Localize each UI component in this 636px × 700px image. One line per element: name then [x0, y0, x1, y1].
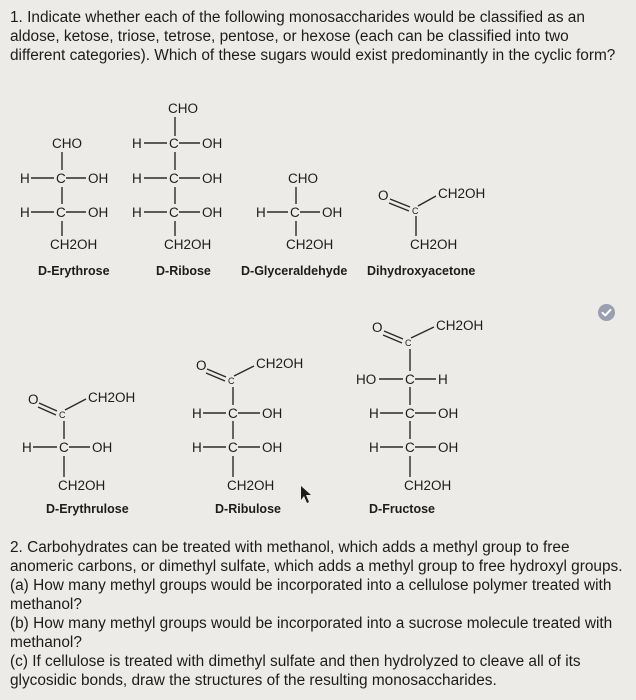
- glyceraldehyde-bottom: CH2OH: [286, 237, 334, 252]
- structure-d-ribose: [132, 101, 222, 278]
- structure-d-ribulose: [192, 356, 311, 516]
- ribulose-c1: C: [228, 406, 238, 421]
- fructose-ho1: HO: [356, 372, 377, 387]
- dha-bottom: CH2OH: [410, 237, 458, 252]
- checkmark-icon: [598, 304, 615, 321]
- ribulose-h1: H: [192, 406, 202, 421]
- ribulose-bottom: CH2OH: [227, 478, 275, 493]
- erythrulose-name: D-Erythrulose: [46, 502, 129, 516]
- ribose-oh2: OH: [202, 171, 223, 186]
- ribulose-oh1: OH: [262, 406, 283, 421]
- erythrose-name: D-Erythrose: [38, 264, 110, 278]
- erythrulose-c: C: [59, 410, 66, 420]
- ribose-h2: H: [132, 171, 142, 186]
- structure-d-fructose: [356, 318, 483, 516]
- ribose-c2: C: [169, 171, 179, 186]
- ribose-name: D-Ribose: [156, 264, 211, 278]
- glyceraldehyde-name: D-Glyceraldehyde: [241, 264, 348, 278]
- ribose-bottom: CH2OH: [164, 237, 212, 252]
- fructose-top: CH2OH: [436, 318, 484, 333]
- erythrulose-h1: H: [22, 440, 32, 455]
- question-2a: (a) How many methyl groups would be incorporated into a cellulose polymer treated with methanol?: [10, 577, 612, 613]
- ribose-c3: C: [169, 205, 179, 220]
- glyceraldehyde-top: CHO: [288, 171, 318, 186]
- dha-name: Dihydroxyacetone: [367, 264, 476, 278]
- dha-c: C: [412, 206, 419, 216]
- ribulose-c2: C: [228, 440, 238, 455]
- fructose-c3: C: [405, 440, 415, 455]
- question-2-block: [10, 538, 628, 690]
- erythrulose-oh1: OH: [92, 440, 113, 455]
- ribose-c1: C: [169, 136, 179, 151]
- ribose-h1: H: [132, 136, 142, 151]
- ribose-top: CHO: [168, 101, 198, 116]
- structure-d-erythrulose: [22, 390, 135, 516]
- ribose-oh3: OH: [202, 205, 223, 220]
- ribose-oh1: OH: [202, 136, 223, 151]
- erythrose-oh1: OH: [88, 171, 109, 186]
- erythrose-c1: C: [56, 171, 66, 186]
- fructose-h3: H: [369, 440, 379, 455]
- ribulose-h2: H: [192, 440, 202, 455]
- fructose-name: D-Fructose: [369, 502, 435, 516]
- ribulose-o: O: [196, 358, 207, 373]
- structure-dihydroxyacetone: [367, 186, 485, 278]
- fructose-oh2: OH: [438, 406, 459, 421]
- fructose-h2: H: [369, 406, 379, 421]
- erythrose-h1: H: [20, 171, 30, 186]
- fructose-oh3: OH: [438, 440, 459, 455]
- ribulose-top: CH2OH: [256, 356, 304, 371]
- fructose-c1: C: [405, 372, 415, 387]
- structure-d-erythrose: [20, 136, 110, 278]
- erythrulose-top: CH2OH: [88, 390, 136, 405]
- dha-o: O: [378, 188, 389, 203]
- cursor-arrow-icon: [301, 486, 311, 503]
- ribulose-name: D-Ribulose: [215, 502, 281, 516]
- erythrose-c2: C: [56, 205, 66, 220]
- question-2-intro: 2. Carbohydrates can be treated with methanol, which adds a methyl group to free anomeric carbons, or dimethyl sulfate, which adds a methyl group to free hydroxyl groups.: [10, 539, 623, 575]
- glyceraldehyde-c1: C: [290, 205, 300, 220]
- fructose-c: C: [405, 338, 412, 348]
- fructose-o: O: [372, 320, 383, 335]
- erythrulose-bottom: CH2OH: [58, 478, 106, 493]
- erythrose-h2: H: [20, 205, 30, 220]
- erythrose-top: CHO: [52, 136, 82, 151]
- check-badge-icon: [598, 304, 615, 321]
- fructose-bottom: CH2OH: [404, 478, 452, 493]
- glyceraldehyde-h1: H: [256, 205, 266, 220]
- erythrose-oh2: OH: [88, 205, 109, 220]
- fructose-h1: H: [438, 372, 448, 387]
- ribulose-oh2: OH: [262, 440, 283, 455]
- erythrulose-c1: C: [59, 440, 69, 455]
- question-2c: (c) If cellulose is treated with dimethyl sulfate and then hydrolyzed to cleave all of its glycosidic bonds, draw the structures of the resulting monosaccharides.: [10, 653, 581, 689]
- structure-d-glyceraldehyde: [241, 171, 347, 278]
- glyceraldehyde-oh1: OH: [322, 205, 343, 220]
- ribose-h3: H: [132, 205, 142, 220]
- erythrose-bottom: CH2OH: [50, 237, 98, 252]
- ribulose-c: C: [228, 376, 235, 386]
- question-2b: (b) How many methyl groups would be incorporated into a sucrose molecule treated with methanol?: [10, 615, 613, 651]
- dha-top: CH2OH: [438, 186, 486, 201]
- fructose-c2: C: [405, 406, 415, 421]
- erythrulose-o: O: [28, 392, 39, 407]
- question-1-text: 1. Indicate whether each of the following monosaccharides would be classified as an aldose, ketose, triose, tetrose, pentose, or hexose (each can be classified into two different categories). Which of these sugars would exist predominantly in the cyclic form?: [10, 9, 616, 64]
